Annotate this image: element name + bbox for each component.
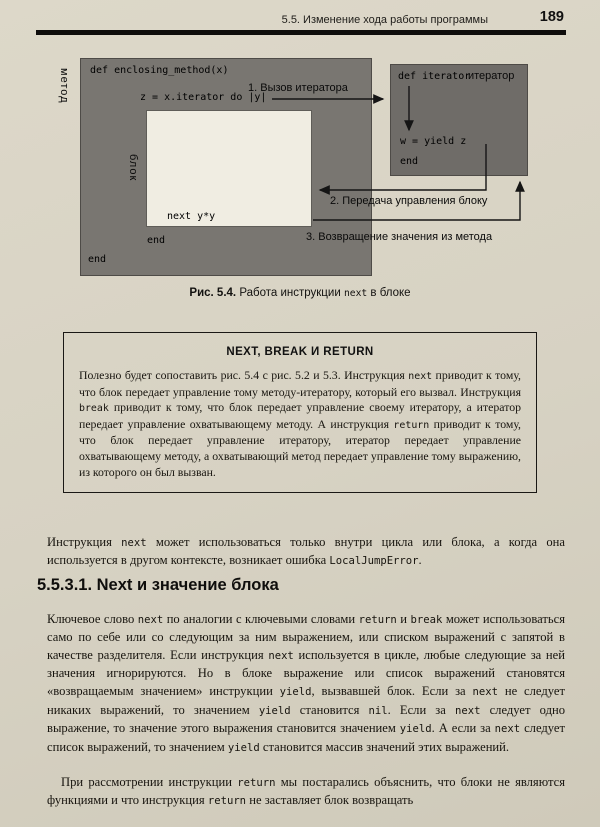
paragraph-return-blocks: При рассмотрении инструкции return мы постарались объяснить, что блоки не являются функциями и что инструкция return не заставляет блок возвращать (47, 774, 566, 808)
iterator-box-label: итератор (468, 70, 515, 82)
enclosing-method-def-code: def enclosing_method(x) (90, 65, 229, 76)
iterator-def-code: def iterator (398, 71, 471, 82)
iterator-end-code: end (400, 156, 419, 167)
method-end-code: end (88, 254, 107, 265)
arrow1-label: 1. Вызов итератора (248, 82, 348, 94)
block-vertical-label: блок (127, 154, 139, 182)
page-number: 189 (539, 9, 564, 25)
arrow2-label: 2. Передача управления блоку (330, 195, 488, 207)
figure-5-4 (0, 52, 600, 284)
section-heading: 5.5.3.1. Next и значение блока (37, 575, 279, 594)
paragraph-next-value: Ключевое слово next по аналогии с ключевыми словами return и break может использоваться само по себе или со следующим за ним выражением, или списком выражений с запятой в качестве разделителя. Если инструкция next используется в цикле, любые следующие за ней значения игнорируются. Но в блоке выражение или список выражений становятся «возвращаемым значением» инструкции yield, вызвавшей блок. Если за next не следует никаких выражений, то значением yield становится nil. Если за next следует одно выражение, то значение этого выражения становится значением yield. А если за next следует список выражений, то значением yield становится массив значений этих выражений. (47, 611, 566, 754)
iterator-call-code: z = x.iterator do |y| (140, 92, 267, 103)
arrow3-label: 3. Возвращение значения из метода (306, 231, 493, 243)
paragraph-localjumperror: Инструкция next может использоваться только внутри цикла или блока, а когда она используется в другом контексте, возникает ошибка LocalJumpError. (47, 534, 565, 568)
next-statement-code: next y*y (167, 211, 216, 222)
block-end-code: end (147, 235, 166, 246)
header-rule (36, 30, 566, 35)
note-box (63, 332, 537, 493)
method-vertical-label: метод (58, 68, 70, 104)
block-box (146, 110, 312, 227)
note-title: NEXT, BREAK И RETURN (226, 346, 374, 358)
yield-statement-code: w = yield z (400, 136, 467, 147)
running-header-title: 5.5. Изменение хода работы программы (281, 14, 488, 26)
note-body: Полезно будет сопоставить рис. 5.4 с рис. 5.2 и 5.3. Инструкция next приводит к тому, что блок передает управление тому методу-итератору, который его вызвал. Инструкция break приводит к тому, что блок передает управление своему итератору, а итератор передает управление охватывающему методу. А инструкция return приводит к тому, что блок передает управление итератору, итератор передает управление охватывающему методу, а охватывающий метод передает управление тому выражению, из которого он был вызван. (79, 368, 521, 479)
figure-caption: Рис. 5.4. Работа инструкции next в блоке (189, 287, 411, 299)
